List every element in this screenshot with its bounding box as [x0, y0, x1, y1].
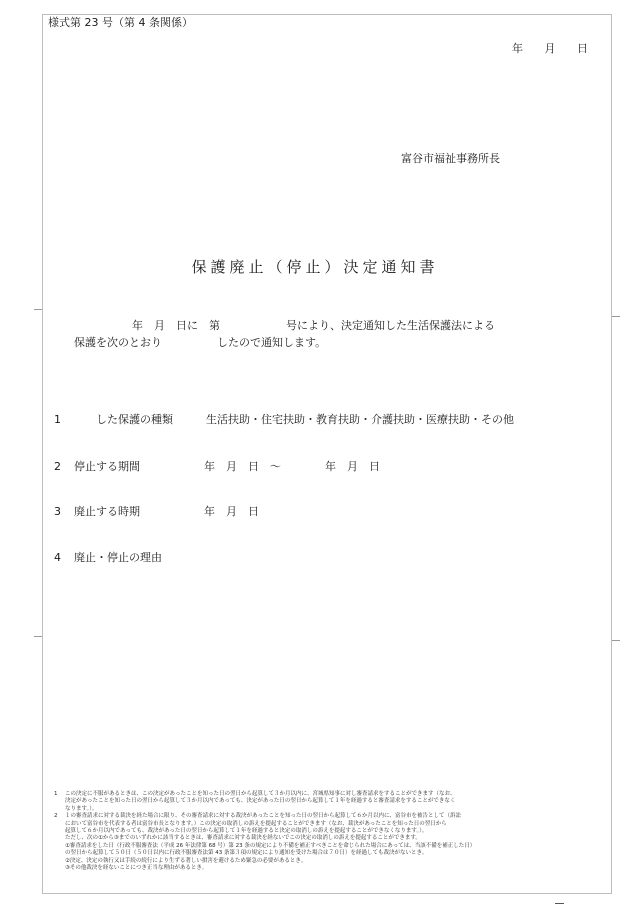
item-number: 3: [54, 505, 61, 518]
footnote-line: の翌日から起算して５０日（５０日以内に行政不服審査法第 43 条第３項の規定により通知を受けた場合は７０日）を経過しても裁決がないとき。: [65, 850, 428, 857]
issuer-name: 富谷市福祉事務所長: [401, 152, 500, 165]
item-row: [54, 503, 259, 519]
date-year-label: 年: [512, 42, 523, 55]
footnote-line: ①審査請求をした日（行政不服審査法（平成 26 年法律第 68 号）第 23 条の規定により不備を補正すべきことを命じられた場合にあっては、当該不備を補正した日）: [65, 842, 476, 849]
footnote-line: 決定があったことを知った日の翌日から起算して３か月以内であっても、決定があった日の翌日から起算して１年を経過すると審査請求をすることができなく: [65, 798, 456, 805]
body-text-line-2: 保護を次のとおり したので通知します。: [74, 336, 327, 349]
item-label: 廃止する時期: [74, 505, 140, 518]
page-end-mark: [555, 903, 564, 904]
document-frame: [42, 14, 612, 894]
date-month-label: 月: [544, 42, 556, 55]
footnote-line: なります。）。: [65, 805, 98, 812]
footnote-line: ③その他裁決を経ないことにつき正当な理由があるとき。: [65, 865, 208, 872]
footnote-line: において富谷市を代表する者は富谷市長となります。）この決定の取消しの訴えを提起することができます（なお、裁決があったことを知った日の翌日から: [65, 820, 447, 827]
body-text-line-1: 年 月 日に 第 号により、決定通知した生活保護法による: [132, 319, 495, 332]
item-label: 廃止・停止の理由: [74, 551, 162, 564]
footnote: [54, 813, 584, 872]
date-day-label: 日: [577, 42, 588, 55]
item-row: [54, 549, 162, 565]
item-value: 年 月 日: [204, 505, 259, 518]
document-title: 保護廃止（停止）決定通知書: [191, 258, 439, 276]
item-label: 停止する期間: [74, 460, 140, 473]
item-label: した保護の種類: [96, 413, 173, 426]
item-number: 2: [54, 460, 61, 473]
footnote: [54, 791, 584, 813]
margin-tick: [34, 309, 42, 310]
item-row: [54, 411, 514, 427]
footnote-line: ②決定、決定の執行又は手続の続行により生ずる著しい損害を避けるため緊急の必要があるとき。: [65, 857, 307, 864]
footnote-line: ただし、次の①から③までのいずれかに該当するときは、審査請求に対する裁決を経ないでこの決定の取消しの訴えを提起することができます。: [65, 835, 421, 842]
margin-tick: [34, 636, 42, 637]
footnote-number: 2: [54, 813, 58, 820]
form-number-label: 様式第 23 号（第 4 条関係）: [48, 16, 193, 29]
footnote-number: 1: [54, 791, 58, 797]
item-number: 1: [54, 413, 61, 426]
item-number: 4: [54, 551, 61, 564]
date-field: [0, 40, 588, 56]
margin-tick: [612, 640, 620, 641]
item-value: 生活扶助・住宅扶助・教育扶助・介護扶助・医療扶助・その他: [206, 413, 514, 426]
item-value: 年 月 日 ～ 年 月 日: [204, 460, 380, 473]
footnote-line: この決定に不服があるときは、この決定があったことを知った日の翌日から起算して３か月以内に、宮城県知事に対し審査請求をすることができます（なお、: [65, 791, 456, 797]
footnote-line: 起算して６か月以内であっても、裁決があった日の翌日から起算して１年を経過すると決定の取消しの訴えを提起することができなくなります。）。: [65, 828, 428, 835]
margin-tick: [612, 316, 620, 317]
item-row: [54, 458, 380, 474]
footnotes: [54, 791, 584, 872]
footnote-line: １の審査請求に対する裁決を経た場合に限り、その審査請求に対する裁決があったことを知った日の翌日から起算して６か月以内に、富谷市を被告として（訴訟: [65, 813, 461, 820]
